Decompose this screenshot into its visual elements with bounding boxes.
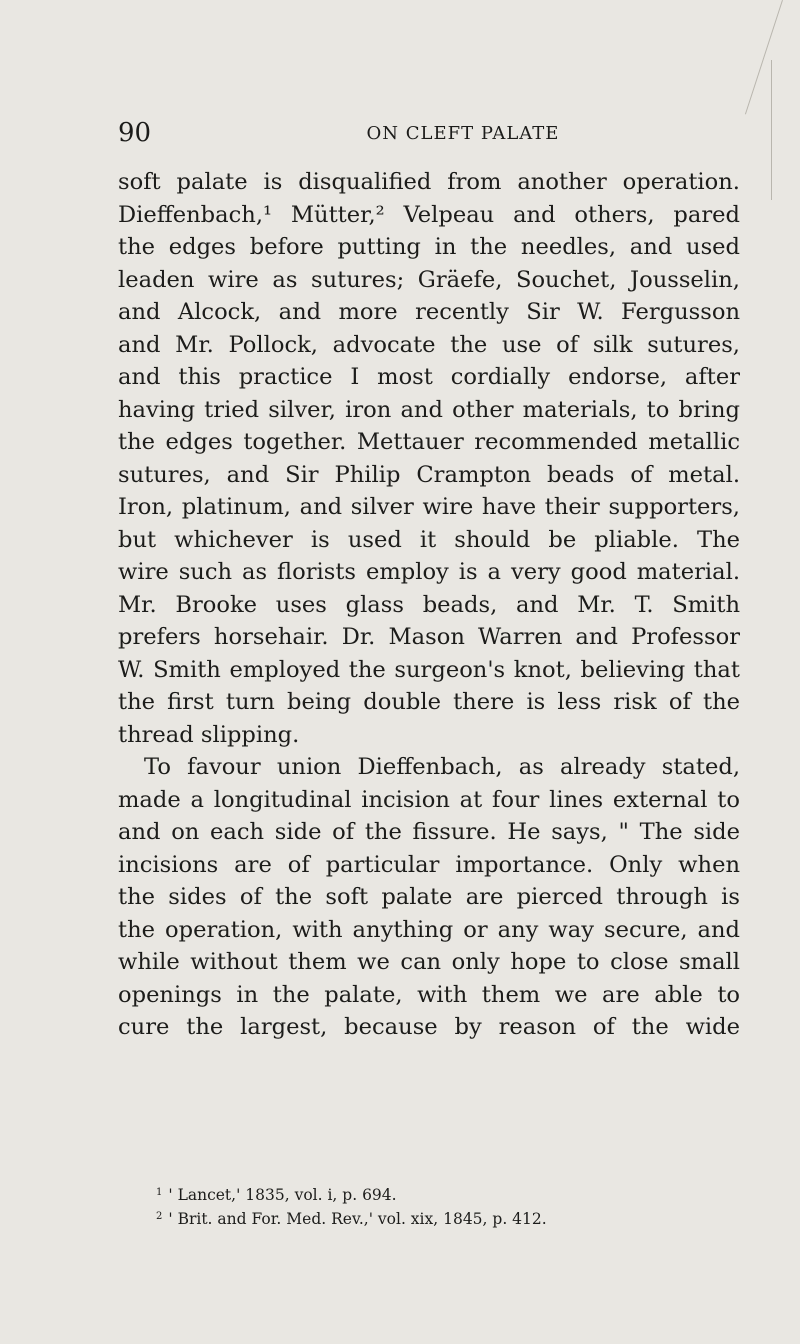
page-number: 90: [118, 118, 152, 148]
text-line: the sides of the soft palate are pierced through is: [118, 884, 740, 910]
text-line: made a longitudinal incision at four lines external to: [118, 786, 740, 813]
text-line: incisions are of particular importance. Only when: [118, 851, 740, 878]
text-line: sutures, and Sir Philip Crampton beads of metal.: [118, 461, 740, 488]
text-line: and this practice I most cordially endorse, after: [118, 364, 740, 390]
text-line: leaden wire as sutures; Gräefe, Souchet, Jousselin,: [118, 266, 740, 293]
paragraph-start-line: To favour union Dieffenbach, as already stated,: [144, 754, 740, 780]
text-line: prefers horsehair. Dr. Mason Warren and Professor: [118, 624, 740, 650]
footnote: [156, 1182, 716, 1206]
footnote-mark: 1: [156, 1187, 163, 1198]
text-line: and Mr. Pollock, advocate the use of silk sutures,: [118, 331, 740, 358]
running-head: ON CLEFT PALATE: [366, 123, 560, 144]
text-line: but whichever is used it should be pliable. The: [118, 526, 740, 553]
text-line: the edges before putting in the needles, and used: [118, 234, 740, 260]
text-line: the first turn being double there is less risk of the: [118, 689, 740, 715]
text-line: Dieffenbach,¹ Mütter,² Velpeau and others, pared: [118, 201, 740, 228]
text-line: openings in the palate, with them we are able to: [118, 981, 740, 1008]
paragraph-end-line: thread slipping.: [118, 721, 300, 748]
page-edge-shadow: [745, 0, 783, 114]
footnote: [156, 1206, 716, 1230]
footnote-mark: 2: [156, 1211, 163, 1222]
text-line: Mr. Brooke uses glass beads, and Mr. T. Smith: [118, 591, 740, 618]
footnote-text: ' Brit. and For. Med. Rev.,' vol. xix, 1845, p. 412.: [168, 1210, 547, 1228]
page-header: [118, 118, 678, 148]
text-line: and on each side of the fissure. He says, " The side: [118, 819, 740, 845]
text-line: while without them we can only hope to close small: [118, 949, 740, 975]
text-line: the edges together. Mettauer recommended metallic: [118, 429, 740, 455]
body-text: [118, 166, 740, 1044]
text-line: Iron, platinum, and silver wire have their supporters,: [118, 494, 740, 520]
footnote-text: ' Lancet,' 1835, vol. i, p. 694.: [168, 1186, 397, 1204]
text-line: having tried silver, iron and other materials, to bring: [118, 396, 740, 423]
text-line: cure the largest, because by reason of the wide: [118, 1014, 740, 1040]
page-edge-shadow-lower: [771, 60, 772, 200]
text-line: the operation, with anything or any way secure, and: [118, 916, 740, 943]
text-line: soft palate is disqualified from another operation.: [118, 169, 740, 195]
footnotes: [156, 1182, 716, 1230]
text-line: and Alcock, and more recently Sir W. Fergusson: [118, 299, 740, 325]
text-line: wire such as florists employ is a very good material.: [118, 559, 740, 585]
text-line: W. Smith employed the surgeon's knot, believing that: [118, 656, 740, 683]
